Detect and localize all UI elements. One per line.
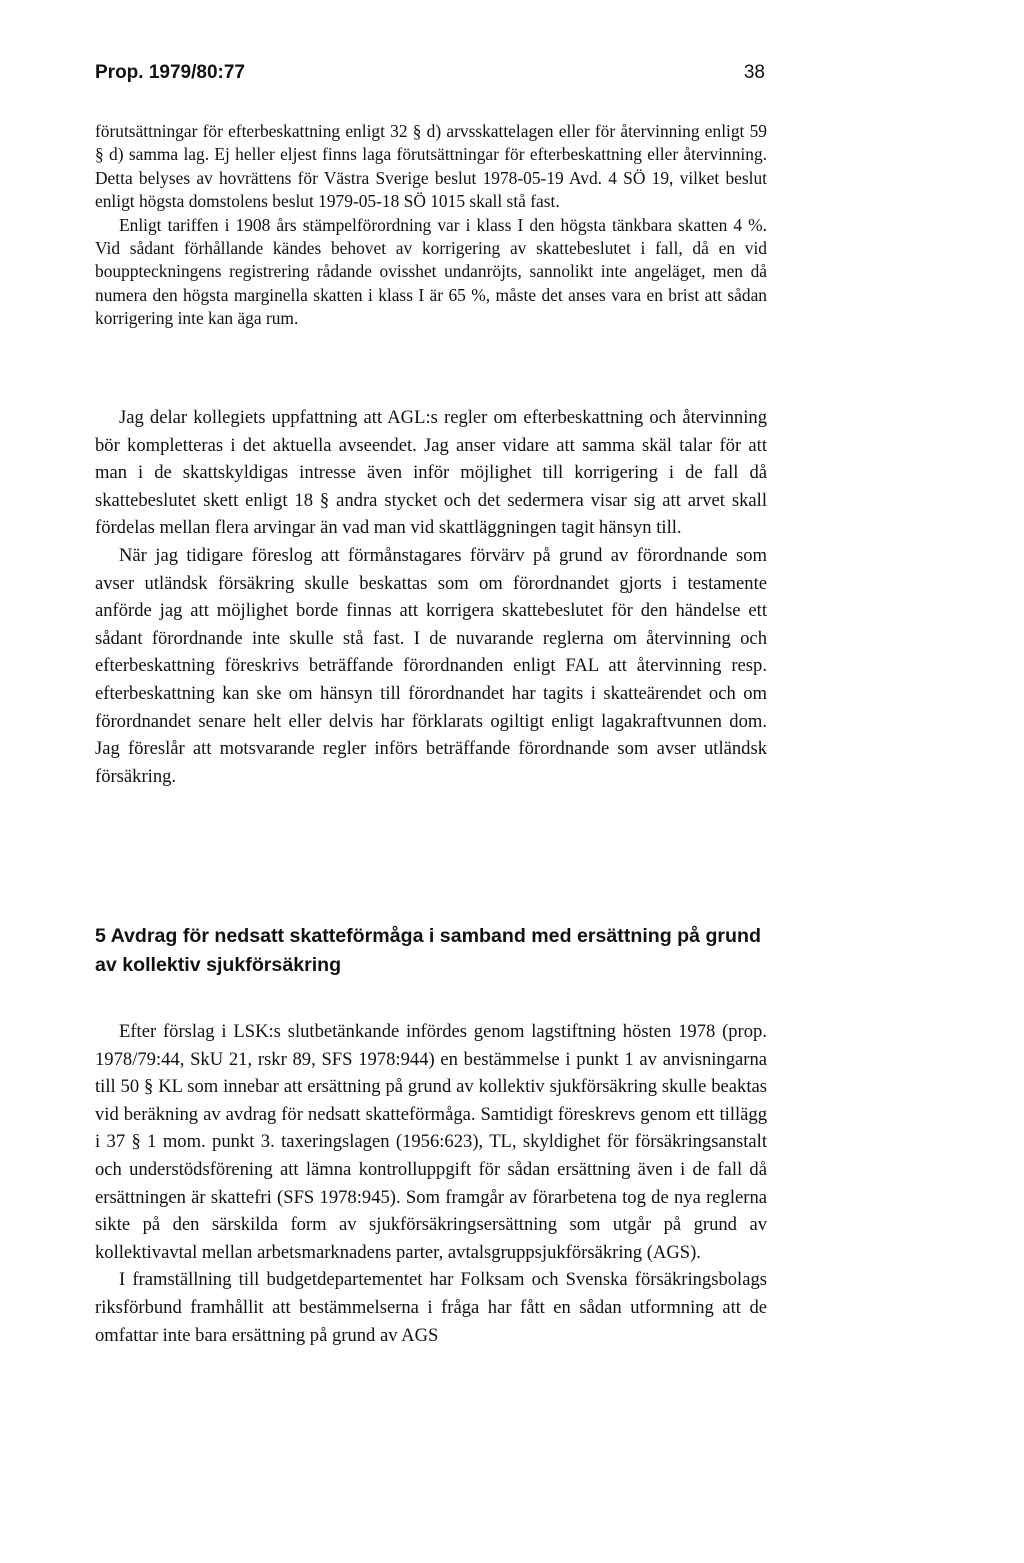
body-block	[95, 404, 767, 790]
paragraph: I framställning till budgetdepartementet har Folksam och Svenska försäkringsbolags riksförbund framhållit att bestämmelserna i fråga har fått en sådan utformning att de omfattar inte bara ersättning på grund av AGS	[95, 1269, 767, 1346]
paragraph: Jag delar kollegiets uppfattning att AGL:s regler om efterbeskattning och återvinning bör kompletteras i det aktuella avseendet. Jag anser vidare att samma skäl talar för att man i de skattskyldigas intresse även inför möjlighet till korrigering i de fall då skattebeslutet skett enligt 18 § andra stycket och det sedermera visar sig att arvet skall fördelas mellan flera arvingar än vad man vid skattläggningen tagit hänsyn till.	[95, 407, 767, 539]
section-heading: 5 Avdrag för nedsatt skatteförmåga i samband med ersättning på grund av kollektiv sjukförsäkring	[95, 925, 761, 976]
page-header	[95, 62, 765, 92]
small-print-block	[95, 120, 767, 331]
section-body	[95, 1018, 767, 1349]
paragraph: Efter förslag i LSK:s slutbetänkande infördes genom lagstiftning hösten 1978 (prop. 1978/79:44, SkU 21, rskr 89, SFS 1978:944) en bestämmelse i punkt 1 av anvisningarna till 50 § KL som innebar att ersättning på grund av kollektiv sjukförsäkring skulle beaktas vid beräkning av avdrag för nedsatt skatteförmåga. Samtidigt föreskrevs genom ett tillägg i 37 § 1 mom. punkt 3. taxeringslagen (1956:623), TL, skyldighet för försäkringsanstalt och understödsförening att lämna kontrolluppgift för sådan ersättning även i de fall då ersättningen är skattefri (SFS 1978:945). Som framgår av förarbetena tog de nya reglerna sikte på den särskilda form av sjukförsäkringsersättning som utgår på grund av kollektivavtal mellan arbetsmarknadens parter, avtalsgruppsjukförsäkring (AGS).	[95, 1021, 767, 1263]
document-reference: Prop. 1979/80:77	[95, 62, 245, 83]
paragraph: När jag tidigare föreslog att förmånstagares förvärv på grund av förordnande som avser utländsk försäkring skulle beskattas som om förordnandet gjorts i testamente anförde jag att möjlighet borde finnas att korrigera skattebeslutet för den händelse ett sådant förordnande inte skulle stå fast. I de nuvarande reglerna om återvinning och efterbeskattning föreskrivs beträffande förordnanden enligt FAL att återvinning resp. efterbeskattning kan ske om hänsyn till förordnandet har tagits i skatteärendet och om förordnandet senare helt eller delvis har förklarats ogiltigt enligt lagakraftvunnen dom. Jag föreslår att motsvarande regler införs beträffande förordnande som avser utländsk försäkring.	[95, 544, 767, 787]
paragraph: Enligt tariffen i 1908 års stämpelförordning var i klass I den högsta tänkbara skatten 4 %. Vid sådant förhållande kändes behovet av korrigering av skattebeslutet i fall, då en vid bouppteckningens registrering rådande ovisshet undanröjts, sannolikt inte angeläget, men då numera den högsta marginella skatten i klass I är 65 %, måste det anses vara en brist att sådan korrigering inte kan äga rum.	[95, 214, 767, 329]
paragraph: förutsättningar för efterbeskattning enligt 32 § d) arvsskattelagen eller för återvinning enligt 59 § d) samma lag. Ej heller eljest finns laga förutsättningar för efterbeskattning eller återvinning. Detta belyses av hovrättens för Västra Sverige beslut 1978-05-19 Avd. 4 SÖ 19, vilket beslut enligt högsta domstolens beslut 1979-05-18 SÖ 1015 skall stå fast.	[95, 121, 767, 212]
page-number: 38	[743, 62, 765, 83]
